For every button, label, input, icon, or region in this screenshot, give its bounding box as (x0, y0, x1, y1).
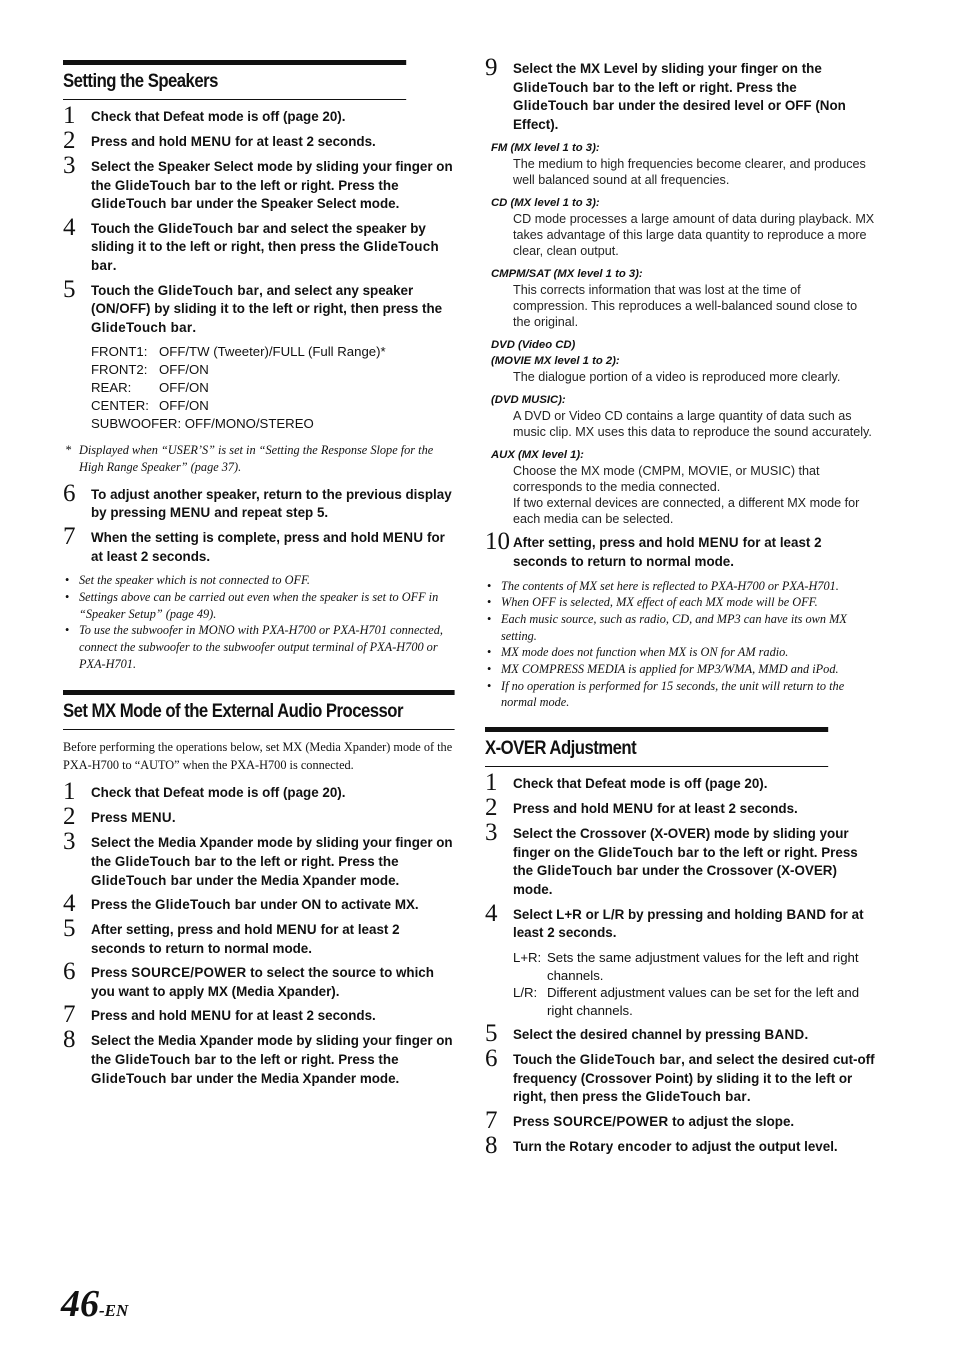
step-text: Select the Media Xpander mode by sliding your finger on the GlideTouch bar to the left or right. Press the GlideTouch bar under the Media Xpander mode. (91, 835, 453, 888)
option-label: SUBWOOFER: (91, 415, 182, 431)
step-text: Select the Speaker Select mode by sliding your finger on the GlideTouch bar to the left or right. Press the GlideTouch bar under the Speaker Select mode. (91, 159, 453, 212)
step-number: 7 (63, 1001, 76, 1029)
mx-level-item (491, 447, 875, 527)
mx-level-item (491, 392, 875, 440)
step-item (485, 1044, 875, 1107)
step-number: 3 (63, 152, 76, 179)
step-item (63, 958, 453, 1001)
mx-step-9 (485, 54, 875, 134)
mx-intro: Before performing the operations below, set MX (Media Xpander) mode of the PXA-H700 to “AUTO” when the PXA-H700 is connected. (63, 740, 453, 773)
mx-step-10 (485, 528, 875, 571)
option-label: FRONT1: (91, 344, 148, 360)
lr-label: L+R: (513, 949, 542, 965)
step-text: Press SOURCE/POWER to select the source to which you want to apply MX (Media Xpander). (91, 965, 434, 999)
step-item (63, 127, 453, 154)
step-text: When the setting is complete, press and hold MENU for at least 2 seconds. (91, 529, 445, 564)
step-item (63, 1026, 453, 1088)
step-text: Touch the GlideTouch bar, and select the desired cut-off frequency (Crossover Point) by sliding it to the left or right, then press the GlideTouch bar. (513, 1051, 875, 1105)
speaker-options (91, 343, 453, 432)
step-item (63, 102, 453, 129)
mx-level-description: The dialogue portion of a video is reproduced more clearly. (513, 370, 841, 385)
step-text: Select the Crossover (X-OVER) mode by sliding your finger on the GlideTouch bar to the left or right. Press the GlideTouch bar under the Crossover (X-OVER) mode. (513, 826, 858, 897)
lr-label: L/R: (513, 985, 538, 1001)
step-item (485, 769, 875, 797)
mx-level-heading: (DVD MUSIC): (491, 394, 566, 407)
step-item (63, 778, 453, 806)
step-item (485, 54, 875, 134)
step-number: 5 (63, 915, 76, 943)
left-column (63, 60, 453, 1094)
step-text: Check that Defeat mode is off (page 20). (91, 109, 346, 124)
step-item (63, 522, 453, 566)
step-item (63, 1001, 453, 1029)
note-item: • The contents of MX set here is reflected to PXA-H700 or PXA-H701. (485, 578, 875, 595)
step-text: Touch the GlideTouch bar, and select any speaker (ON/OFF) by sliding it to the left or right, then press the GlideTouch bar. (91, 282, 443, 335)
option-value: OFF/ON (159, 397, 209, 413)
note-item: • Each music source, such as radio, CD, and MP3 can have its own MX setting. (485, 611, 875, 644)
note-item: • MX mode does not function when MX is ON for AM radio. (485, 644, 875, 661)
step-text: Check that Defeat mode is off (page 20). (91, 785, 346, 801)
note-item: • If no operation is performed for 15 seconds, the unit will return to the normal mode. (485, 678, 875, 711)
mx-level-item (491, 266, 875, 330)
step-text: Press MENU. (91, 810, 176, 826)
step-number: 9 (485, 54, 498, 81)
step-item (63, 213, 453, 276)
step-number: 3 (485, 819, 498, 847)
step-number: 10 (485, 528, 510, 556)
step-item (63, 152, 453, 214)
step-text: After setting, press and hold MENU for at least 2 seconds to return to normal mode. (91, 922, 400, 956)
mx-level-heading: CD (MX level 1 to 3): (491, 197, 600, 210)
step-text: Select the desired channel by pressing BAND. (513, 1026, 809, 1042)
xover-steps-a (485, 769, 875, 943)
step-item (63, 275, 453, 338)
mx-level-heading: AUX (MX level 1): (491, 449, 584, 462)
step-item (485, 794, 875, 822)
section-title-speakers: Setting the Speakers (63, 60, 406, 100)
mx-level-item (491, 337, 875, 385)
mx-notes (485, 578, 875, 712)
option-label: CENTER: (91, 397, 149, 413)
step-item (63, 915, 453, 958)
step-number: 6 (485, 1044, 498, 1072)
option-value: OFF/MONO/STEREO (184, 415, 314, 431)
section-title-xover: X-OVER Adjustment (485, 727, 828, 767)
speakers-steps-b (63, 479, 453, 566)
lr-value: Different adjustment values can be set for the left and right channels. (547, 985, 860, 1019)
step-number: 1 (63, 102, 76, 129)
step-item (63, 479, 453, 523)
step-number: 5 (63, 275, 76, 303)
step-text: Press and hold MENU for at least 2 seconds. (91, 134, 376, 149)
lr-value: Sets the same adjustment values for the left and right channels. (547, 949, 859, 983)
step-text: Press and hold MENU for at least 2 seconds. (91, 1008, 376, 1024)
step-text: Select L+R or L/R by pressing and holding BAND for at least 2 seconds. (513, 906, 864, 941)
mx-level-description: CD mode processes a large amount of data during playback. MX takes advantage of this large data quantity to reproduce a more clear, clean output. (513, 212, 875, 259)
step-item (485, 1106, 875, 1134)
mx-level-item (491, 140, 875, 188)
mx-level-heading: DVD (Video CD) (MOVIE MX level 1 to 2): (491, 339, 620, 368)
section-title-mx: Set MX Mode of the External Audio Processor (63, 690, 455, 730)
option-value: OFF/ON (159, 379, 209, 395)
step-number: 5 (485, 1019, 498, 1047)
note-item: • MX COMPRESS MEDIA is applied for MP3/WMA, MMD and iPod. (485, 661, 875, 678)
mx-level-description: A DVD or Video CD contains a large quantity of data such as music clip. MX uses this data to reproduce the sound accurately. (513, 409, 872, 440)
mx-level-heading: FM (MX level 1 to 3): (491, 142, 600, 155)
step-number: 4 (63, 213, 76, 241)
mx-level-description: The medium to high frequencies become clearer, and produces well balanced sound at all frequencies. (513, 157, 866, 188)
mx-level-description: This corrects information that was lost at the time of compression. This reproduces a well-balanced sound close to the original. (513, 283, 858, 330)
step-text: Check that Defeat mode is off (page 20). (513, 776, 768, 792)
step-item (63, 890, 453, 918)
step-number: 6 (63, 958, 76, 986)
note-item: • Set the speaker which is not connected to OFF. (63, 572, 453, 589)
option-value: OFF/ON (159, 362, 209, 378)
note-item: • When OFF is selected, MX effect of each MX mode will be OFF. (485, 594, 875, 611)
speakers-notes (63, 572, 453, 672)
step-text: Press SOURCE/POWER to adjust the slope. (513, 1113, 795, 1129)
step-number: 7 (63, 522, 76, 550)
step-text: Turn the Rotary encoder to adjust the output level. (513, 1138, 838, 1154)
footnote: * Displayed when “USER’S” is set in “Setting the Response Slope for the High Range Speaker” (page 37). (63, 442, 453, 475)
step-text: Touch the GlideTouch bar and select the speaker by sliding it to the left or right, then press the GlideTouch bar. (91, 220, 439, 273)
step-text: Select the MX Level by sliding your finger on the GlideTouch bar to the left or right. Press the GlideTouch bar under the desired level or OFF (Non Effect). (513, 61, 846, 132)
option-label: FRONT2: (91, 362, 148, 378)
step-item (63, 828, 453, 890)
step-text: Press and hold MENU for at least 2 seconds. (513, 801, 798, 817)
step-item (485, 819, 875, 899)
step-number: 8 (485, 1131, 498, 1159)
step-item (485, 528, 875, 571)
step-number: 2 (63, 803, 76, 831)
step-item (63, 803, 453, 831)
step-number: 1 (63, 778, 76, 806)
mx-level-description: Choose the MX mode (CMPM, MOVIE, or MUSIC) that corresponds to the media connected. If two external devices are connected, a different MX mode for each media can be selected. (513, 464, 860, 527)
xover-steps-b (485, 1019, 875, 1159)
step-number: 3 (63, 828, 76, 856)
mx-level-item (491, 195, 875, 259)
step-number: 2 (63, 127, 76, 154)
step-item (485, 1131, 875, 1159)
mx-level-heading: CMPM/SAT (MX level 1 to 3): (491, 268, 643, 281)
right-column (485, 54, 875, 1163)
step-item (485, 899, 875, 943)
step-number: 1 (485, 769, 498, 797)
option-label: REAR: (91, 379, 132, 395)
mx-steps (63, 778, 453, 1088)
step-text: To adjust another speaker, return to the previous display by pressing MENU and repeat step 5. (91, 486, 452, 521)
option-value: OFF/TW (Tweeter)/FULL (Full Range)* (159, 344, 386, 360)
step-text: After setting, press and hold MENU for at least 2 seconds to return to normal mode. (513, 535, 822, 569)
step-text: Press the GlideTouch bar under ON to activate MX. (91, 897, 419, 913)
step-number: 6 (63, 479, 76, 507)
speakers-steps-a (63, 102, 453, 337)
lr-options (513, 949, 875, 1020)
note-item: • To use the subwoofer in MONO with PXA-H700 or PXA-H701 connected, connect the subwoofer to the subwoofer output terminal of PXA-H700 or PXA-H701. (63, 622, 453, 672)
step-number: 4 (485, 899, 498, 927)
step-number: 2 (485, 794, 498, 822)
step-text: Select the Media Xpander mode by sliding your finger on the GlideTouch bar to the left or right. Press the GlideTouch bar under the Media Xpander mode. (91, 1033, 453, 1086)
step-number: 8 (63, 1026, 76, 1054)
note-item: • Settings above can be carried out even when the speaker is set to OFF in “Speaker Setup” (page 49). (63, 589, 453, 622)
page-number: 46-EN (61, 1283, 129, 1325)
step-item (485, 1019, 875, 1047)
mx-level-list (485, 140, 875, 527)
step-number: 7 (485, 1106, 498, 1134)
step-number: 4 (63, 890, 76, 918)
